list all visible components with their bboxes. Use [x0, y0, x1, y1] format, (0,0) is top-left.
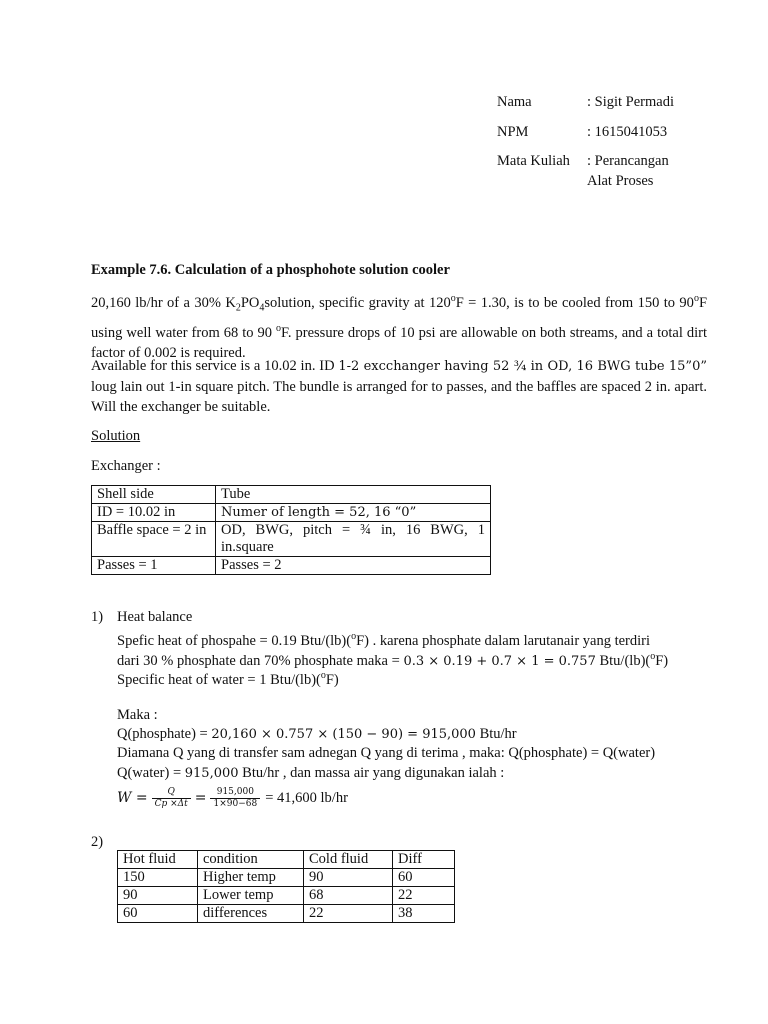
table-cell: condition: [198, 851, 304, 869]
example-title: Example 7.6. Calculation of a phosphohote solution cooler: [91, 262, 450, 278]
table-cell: Diff: [393, 851, 455, 869]
table-row: [118, 887, 455, 905]
course-value-line1: : Perancangan: [587, 153, 669, 169]
npm-value: : 1615041053: [587, 124, 668, 140]
table-cell: Shell side: [92, 486, 216, 504]
table-cell: Lower temp: [198, 887, 304, 905]
table-row: [92, 557, 491, 575]
table-cell: differences: [198, 905, 304, 923]
table-cell: 90: [118, 887, 198, 905]
table-row: [118, 851, 455, 869]
table-row: [118, 905, 455, 923]
specific-heat-phosphate-line: Spefic heat of phospahe = 0.19 Btu/(lb)($^o$F) . karena phosphate dalam larutanair yang terdiri: [117, 631, 651, 649]
heat-balance-title: Heat balance: [117, 609, 193, 625]
name-label: Nama: [497, 94, 532, 110]
section-number-2: 2): [91, 834, 104, 850]
name-value: : Sigit Permadi: [587, 94, 674, 110]
exchanger-label: Exchanger :: [91, 458, 161, 474]
table-cell: 68: [304, 887, 393, 905]
temperature-table: [117, 850, 455, 923]
fraction-value: $\frac{915,000}{1\times 90-68}$: [210, 787, 260, 810]
water-mass-formula: W = $\frac{Q}{Cp \times\Delta t}$ = $\frac{915,000}{1\times 90-68}$ = 41,600 lb/hr: [117, 786, 348, 809]
exchanger-description-paragraph: Available for this service is a 10.02 in. ID 1-2 excchanger having 52 ¾ in OD, 16 BWG tube 15”0” loug lain out 1-in square pitch. The bundle is arranged for to passes, and the baffles are spaced 2 in. apart. Will the exchanger be suitable.: [91, 358, 707, 415]
q-phosphate-line: Q(phosphate) = 20,160 × 0.757 × (150 − 90) = 915,000 Btu/hr: [117, 726, 517, 742]
phosphate-mix-line: dari 30 % phosphate dan 70% phosphate maka = 0.3 × 0.19 + 0.7 × 1 = 0.757 Btu/(lb)($^o$F): [117, 651, 669, 669]
solution-heading: Solution: [91, 428, 141, 444]
maka-label: Maka :: [117, 707, 158, 723]
course-label: Mata Kuliah: [497, 153, 570, 169]
table-row: [118, 869, 455, 887]
section-number-1: 1): [91, 609, 104, 625]
table-cell: Tube: [216, 486, 491, 504]
course-value-line2: Alat Proses: [587, 173, 654, 189]
table-cell: 60: [118, 905, 198, 923]
table-cell: Higher temp: [198, 869, 304, 887]
table-cell: 90: [304, 869, 393, 887]
table-cell: Passes = 2: [216, 557, 491, 575]
table-cell: Passes = 1: [92, 557, 216, 575]
table-cell: Baffle space = 2 in: [92, 522, 216, 557]
npm-label: NPM: [497, 124, 529, 140]
table-cell: 38: [393, 905, 455, 923]
table-cell: 22: [393, 887, 455, 905]
table-cell: ID = 10.02 in: [92, 504, 216, 522]
specific-heat-water-line: Specific heat of water = 1 Btu/(lb)($^o$F): [117, 670, 339, 688]
table-cell: Cold fluid: [304, 851, 393, 869]
diamana-line: Diamana Q yang di transfer sam adnegan Q yang di terima , maka: Q(phosphate) = Q(water): [117, 745, 656, 761]
table-row: [92, 504, 491, 522]
table-cell: OD, BWG, pitch = ¾ in, 16 BWG, 1 in.square: [216, 522, 491, 557]
exchanger-table: [91, 485, 491, 575]
table-cell: 150: [118, 869, 198, 887]
table-cell: 22: [304, 905, 393, 923]
problem-paragraph: 20,160 lb/hr of a 30% $K_2PO_4solution$, specific gravity at $120^oF = 1.30$, is to be cooled from 150 to 90$^o$F using well water from 68 to 90 $^o$F. pressure drops of 10 psi are allowable on both streams, and a total dirt factor of 0.002 is required.: [91, 293, 708, 361]
fraction-q-over-cpdt: $\frac{Q}{Cp \times\Delta t}$: [152, 787, 191, 810]
table-row: [92, 522, 491, 557]
table-cell: Numer of length = 52, 16 “0”: [216, 504, 491, 522]
table-row: [92, 486, 491, 504]
q-water-line: Q(water) = 915,000 Btu/hr , dan massa air yang digunakan ialah :: [117, 765, 505, 781]
table-cell: Hot fluid: [118, 851, 198, 869]
table-cell: 60: [393, 869, 455, 887]
